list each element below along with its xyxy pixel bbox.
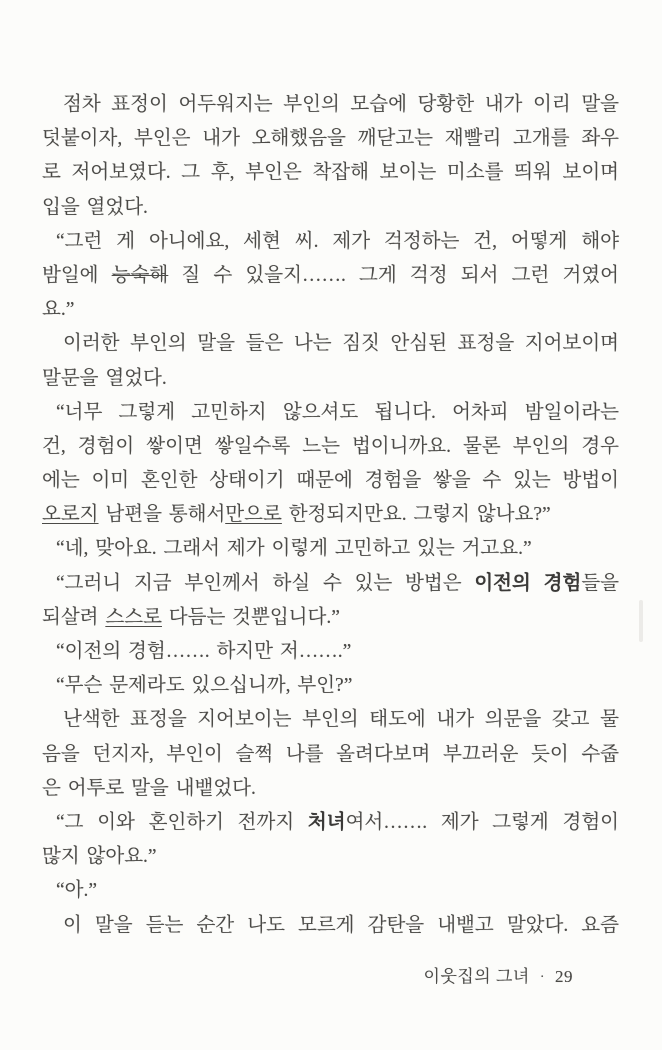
underline-emphasis: 스스로	[105, 606, 162, 628]
text-run: “아.”	[56, 880, 98, 902]
text-line	[42, 840, 619, 874]
text-run: “이전의 경험……. 하지만 저…….”	[56, 641, 352, 662]
text-line	[42, 601, 619, 635]
footer-page-number: 29	[555, 967, 573, 986]
text-line	[42, 532, 619, 566]
text-line	[42, 567, 619, 601]
text-run: 말문을 열었다.	[42, 367, 167, 389]
text-run: 음을 던지자, 부인이 슬쩍 나를 올려다보며 부끄러운 듯이 수줍	[42, 743, 619, 765]
text-line	[42, 772, 619, 806]
text-line	[42, 225, 619, 259]
text-line	[42, 635, 619, 669]
text-line	[42, 909, 619, 943]
text-run: 덧붙이자, 부인은 내가 오해했음을 깨닫고는 재빨리 고개를 좌우	[42, 128, 619, 150]
strikethrough-emphasis: 능숙해	[111, 264, 169, 286]
scan-artifact	[639, 600, 643, 642]
text-line	[42, 498, 619, 532]
text-line	[42, 703, 619, 737]
page-footer	[424, 966, 573, 989]
footer-separator: ·	[539, 970, 545, 985]
text-run: 난색한 표정을 지어보이는 부인의 태도에 내가 의문을 갖고 물	[63, 709, 619, 731]
text-line	[42, 191, 619, 225]
text-run: 건, 경험이 쌓이면 쌓일수록 느는 법이니까요. 물론 부인의 경우	[42, 435, 619, 457]
text-run: 여서……. 제가 그렇게 경험이	[345, 811, 619, 833]
text-line	[42, 362, 619, 396]
text-run: 질 수 있을지……. 그게 걱정 되서 그런 거였어	[168, 264, 619, 286]
text-run: 들을	[581, 572, 619, 594]
text-run: 이러한 부인의 말을 들은 나는 짐짓 안심된 표정을 지어보이며	[63, 333, 619, 355]
text-line	[42, 396, 619, 430]
text-run: 입을 열었다.	[42, 196, 148, 218]
text-line	[42, 293, 619, 327]
footer-book-title: 이웃집의 그녀	[423, 967, 530, 986]
text-run: 남편을 통해서	[98, 504, 226, 526]
text-run: 점차 표정이 어두워지는 부인의 모습에 당황한 내가 이리 말을	[63, 94, 619, 115]
text-line	[42, 88, 619, 122]
text-line	[42, 738, 619, 772]
bold-emphasis: 처녀	[307, 811, 346, 833]
text-run: “네, 맞아요. 그래서 제가 이렇게 고민하고 있는 거고요.”	[56, 538, 532, 560]
text-run: “무슨 문제라도 있으십니까, 부인?”	[56, 675, 353, 697]
underline-emphasis: 만으로	[225, 504, 282, 526]
text-run: 에는 이미 혼인한 상태이기 때문에 경험을 쌓을 수 있는 방법이	[42, 470, 619, 492]
text-line	[42, 874, 619, 908]
text-line	[42, 464, 619, 498]
text-line	[42, 122, 619, 156]
text-run: 로 저어보였다. 그 후, 부인은 착잡해 보이는 미소를 띄워 보이며	[42, 162, 619, 184]
text-line	[42, 669, 619, 703]
text-run: “그러니 지금 부인께서 하실 수 있는 방법은	[56, 572, 475, 594]
text-run: 다듬는 것뿐입니다.”	[161, 606, 340, 628]
text-run: 밤일에	[42, 264, 112, 286]
text-run: 한정되지만요. 그렇지 않나요?”	[281, 504, 551, 526]
text-line	[42, 259, 619, 293]
text-line	[42, 430, 619, 464]
text-run: “그 이와 혼인하기 전까지	[56, 811, 308, 833]
bold-emphasis: 이전의 경험	[474, 572, 582, 594]
underline-emphasis: 오로지	[42, 504, 99, 526]
text-run: “너무 그렇게 고민하지 않으셔도 됩니다. 어차피 밤일이라는	[56, 401, 619, 423]
text-line	[42, 327, 619, 361]
text-run: 이 말을 듣는 순간 나도 모르게 감탄을 내뱉고 말았다. 요즘	[63, 914, 619, 936]
text-run: 요.”	[42, 299, 75, 321]
text-block	[42, 88, 619, 943]
text-run: 되살려	[42, 606, 106, 628]
text-line	[42, 156, 619, 190]
text-run: “그런 게 아니에요, 세현 씨. 제가 걱정하는 건, 어떻게 해야	[56, 230, 619, 252]
text-run: 많지 않아요.”	[42, 846, 157, 868]
text-line	[42, 806, 619, 840]
text-run: 은 어투로 말을 내뱉었다.	[42, 777, 256, 799]
